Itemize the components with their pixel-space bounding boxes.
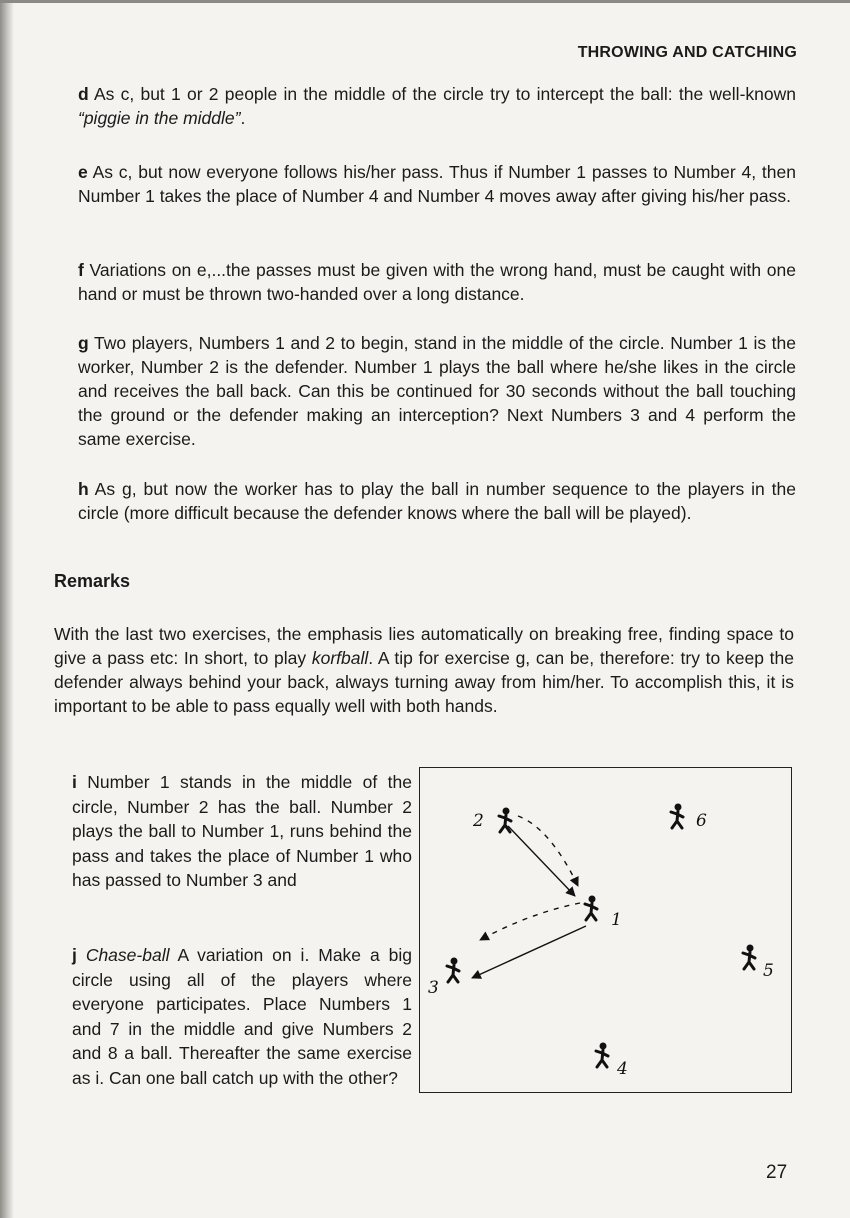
remarks-text-start: With the last two exercises, the emphasis lies automatically on breaking free, finding space to give a pass etc: In short, to play <box>54 624 794 668</box>
player-1-label: 1 <box>611 910 622 930</box>
exercise-text: A variation on i. Make a big circle using all of the players where everyone participates. Place Numbers 1 and 7 in the middle and give Numbers 2 and 8 a ball. Thereafter the same exercise as i. Can one ball catch up with the other? <box>72 945 412 1088</box>
exercise-text-end: . <box>240 108 246 128</box>
exercise-i <box>72 770 412 893</box>
exercise-text: As c, but 1 or 2 people in the middle of the circle try to intercept the ball: the well-known <box>93 84 796 104</box>
exercise-letter: j <box>72 945 77 965</box>
player-6-label: 6 <box>696 811 707 831</box>
exercise-text: As c, but now everyone follows his/her pass. Thus if Number 1 passes to Number 4, then Number 1 takes the place of Number 4 and Number 4 moves away after giving his/her pass. <box>78 162 796 206</box>
exercise-d <box>78 82 796 130</box>
exercise-text: As g, but now the worker has to play the ball in number sequence to the players in the circle (more difficult because the defender knows where the ball will be played). <box>78 479 796 523</box>
exercise-j <box>72 943 412 1090</box>
player-4-icon <box>596 1043 608 1068</box>
remarks-text-end: . A tip for exercise g, can be, therefore: try to keep the defender always behind your back, always turning away from him/her. To accomplish this, it is important to be able to pass equally well with both hands. <box>54 648 794 716</box>
player-6-icon <box>671 804 683 829</box>
player-3-icon <box>447 958 459 983</box>
book-binding-shadow <box>0 0 14 1218</box>
page-top-edge <box>0 0 850 3</box>
page-number: 27 <box>766 1162 788 1183</box>
exercise-g <box>78 331 796 451</box>
player-5-label: 5 <box>763 961 774 981</box>
pass-1-to-3 <box>480 903 580 940</box>
remarks-heading: Remarks <box>54 571 131 591</box>
exercise-h <box>78 477 796 525</box>
exercise-f <box>78 258 796 306</box>
exercise-e <box>78 160 796 208</box>
player-5-icon <box>743 945 755 970</box>
remarks-text <box>54 622 794 718</box>
run-1-to-3 <box>472 926 586 978</box>
player-1-icon <box>585 896 597 921</box>
pass-2-to-1 <box>518 816 578 886</box>
exercise-letter: i <box>72 772 77 792</box>
player-2-icon <box>499 808 511 833</box>
exercise-text: Two players, Numbers 1 and 2 to begin, stand in the middle of the circle. Number 1 is the worker, Number 2 is the defender. Number 1 plays the ball where he/she likes in the circle and receives the ball back. Can this be continued for 30 seconds without the ball touching the ground or the defender making an interception? Next Numbers 3 and 4 perform the same exercise. <box>78 333 797 449</box>
exercise-letter: h <box>78 479 89 499</box>
player-4-label: 4 <box>617 1059 628 1079</box>
exercise-italic: Chase-ball <box>85 945 170 965</box>
running-header: THROWING AND CATCHING <box>577 44 797 61</box>
player-2-label: 2 <box>473 811 484 831</box>
exercise-text: Number 1 stands in the middle of the circle, Number 2 has the ball. Number 2 plays the ball to Number 1, runs behind the pass and takes the place of Number 1 who has passed to Number 3 and <box>72 772 412 890</box>
exercise-letter: e <box>78 162 88 182</box>
player-3-label: 3 <box>428 978 439 998</box>
exercise-text: Variations on e,...the passes must be given with the wrong hand, must be caught with one hand or must be thrown two-handed over a long distance. <box>78 260 796 304</box>
passing-diagram <box>419 767 792 1093</box>
exercise-italic: “piggie in the middle” <box>78 108 241 128</box>
exercise-letter: g <box>78 333 89 353</box>
exercise-letter: d <box>78 84 89 104</box>
remarks-italic: korfball <box>311 648 369 668</box>
diagram-svg <box>420 768 790 1091</box>
exercise-letter: f <box>78 260 84 280</box>
